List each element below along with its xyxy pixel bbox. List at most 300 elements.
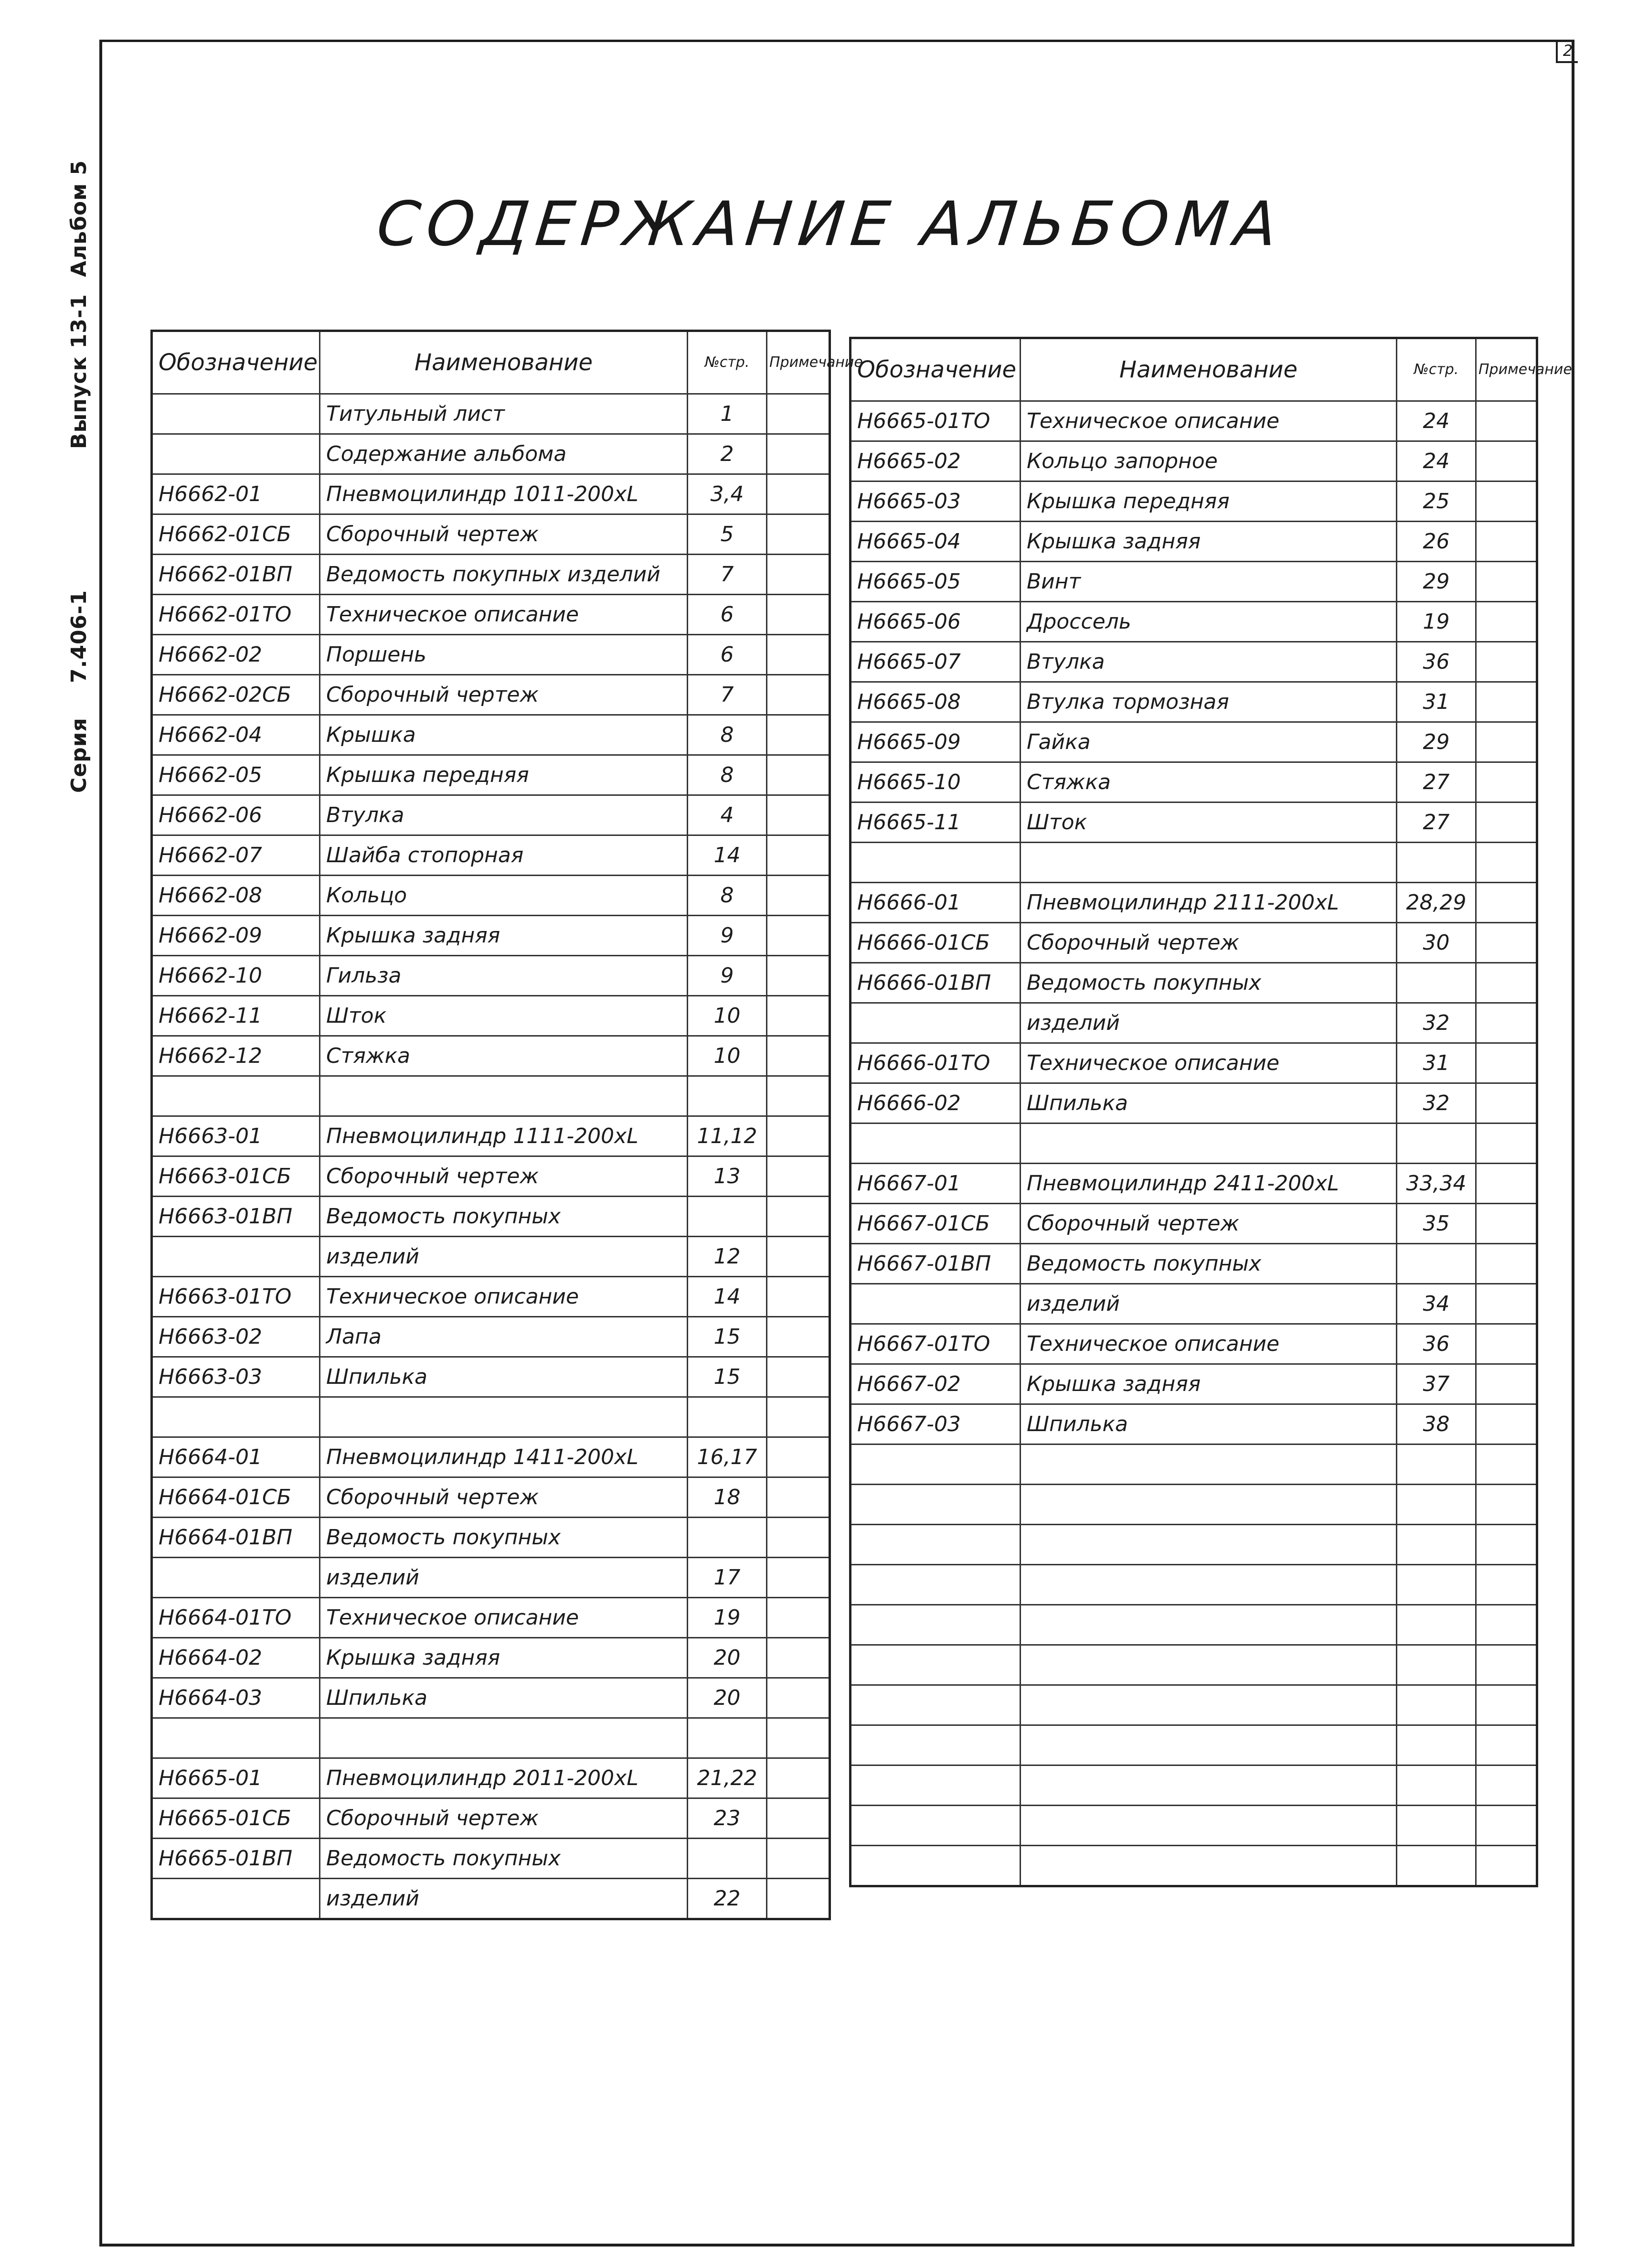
table-row xyxy=(851,722,1537,762)
row-designation: Н6667-02 xyxy=(851,1364,1021,1404)
row-name: Ведомость покупных xyxy=(320,1518,688,1558)
table-body-right xyxy=(851,401,1537,1886)
row-designation: Н6662-01ВП xyxy=(152,555,320,595)
row-name: Пневмоцилиндр 1411-200хL xyxy=(320,1437,688,1477)
row-name xyxy=(1021,1485,1397,1525)
row-note xyxy=(1476,1725,1537,1765)
row-page: 26 xyxy=(1397,522,1476,562)
row-designation xyxy=(851,1725,1021,1765)
table-row xyxy=(152,876,830,916)
row-designation xyxy=(152,1558,320,1598)
row-page: 3,4 xyxy=(688,474,767,514)
row-name: Пневмоцилиндр 2111-200хL xyxy=(1021,883,1397,923)
table-row xyxy=(851,682,1537,722)
row-name: Сборочный чертеж xyxy=(320,1798,688,1839)
row-name xyxy=(1021,1725,1397,1765)
row-designation xyxy=(851,1003,1021,1043)
table-row xyxy=(851,802,1537,843)
table-row xyxy=(851,1685,1537,1725)
row-note xyxy=(1476,441,1537,481)
row-designation: Н6662-12 xyxy=(152,1036,320,1076)
row-note xyxy=(1476,481,1537,522)
row-note xyxy=(767,1317,830,1357)
row-note xyxy=(1476,1605,1537,1645)
table-row xyxy=(152,635,830,675)
row-page xyxy=(688,1197,767,1237)
row-note xyxy=(767,1879,830,1919)
row-note xyxy=(767,394,830,434)
row-name: Шпилька xyxy=(1021,1404,1397,1444)
table-row xyxy=(152,916,830,956)
row-designation: Н6665-01ТО xyxy=(851,401,1021,441)
table-row xyxy=(152,1036,830,1076)
table-row xyxy=(152,514,830,555)
table-row xyxy=(851,1204,1537,1244)
table-row xyxy=(851,923,1537,963)
row-name xyxy=(1021,1565,1397,1605)
row-designation: Н6662-07 xyxy=(152,835,320,876)
row-page: 6 xyxy=(688,595,767,635)
table-row xyxy=(152,1076,830,1116)
row-designation: Н6662-02СБ xyxy=(152,675,320,715)
row-page: 10 xyxy=(688,996,767,1036)
row-name: Шпилька xyxy=(320,1357,688,1397)
table-row xyxy=(152,1638,830,1678)
row-designation: Н6665-08 xyxy=(851,682,1021,722)
table-row xyxy=(851,562,1537,602)
row-page: 12 xyxy=(688,1237,767,1277)
row-name: изделий xyxy=(320,1237,688,1277)
row-designation: Н6662-11 xyxy=(152,996,320,1036)
table-row xyxy=(851,1284,1537,1324)
row-name xyxy=(1021,1685,1397,1725)
row-name xyxy=(1021,1645,1397,1685)
table-row xyxy=(152,1798,830,1839)
row-designation xyxy=(851,1565,1021,1605)
row-page: 23 xyxy=(688,1798,767,1839)
row-designation: Н6662-01ТО xyxy=(152,595,320,635)
table-row xyxy=(851,642,1537,682)
sheet-number: 2 xyxy=(1556,41,1578,63)
row-name: Ведомость покупных xyxy=(320,1839,688,1879)
row-note xyxy=(767,474,830,514)
table-row xyxy=(851,481,1537,522)
row-page: 14 xyxy=(688,1277,767,1317)
row-designation xyxy=(152,1879,320,1919)
row-note xyxy=(767,1798,830,1839)
header-note: Примечание xyxy=(1476,338,1537,401)
row-designation xyxy=(851,1525,1021,1565)
row-name: Стяжка xyxy=(320,1036,688,1076)
row-page: 19 xyxy=(688,1598,767,1638)
row-page: 33,34 xyxy=(1397,1164,1476,1204)
row-note xyxy=(767,795,830,835)
row-page: 7 xyxy=(688,555,767,595)
row-page: 24 xyxy=(1397,401,1476,441)
table-row xyxy=(152,1317,830,1357)
row-page: 1 xyxy=(688,394,767,434)
table-row xyxy=(851,1725,1537,1765)
row-name: Сборочный чертеж xyxy=(320,675,688,715)
row-page: 10 xyxy=(688,1036,767,1076)
row-note xyxy=(1476,1123,1537,1164)
table-row xyxy=(152,1277,830,1317)
table-row xyxy=(152,675,830,715)
row-designation: Н6667-01ВП xyxy=(851,1244,1021,1284)
row-note xyxy=(767,1116,830,1156)
row-note xyxy=(767,1076,830,1116)
row-page: 37 xyxy=(1397,1364,1476,1404)
row-page: 16,17 xyxy=(688,1437,767,1477)
row-name: Шайба стопорная xyxy=(320,835,688,876)
table-row xyxy=(152,1197,830,1237)
row-designation: Н6663-01ТО xyxy=(152,1277,320,1317)
row-name: Винт xyxy=(1021,562,1397,602)
table-row xyxy=(851,1083,1537,1123)
row-designation xyxy=(851,1846,1021,1886)
row-page: 6 xyxy=(688,635,767,675)
row-name: Втулка xyxy=(320,795,688,835)
row-note xyxy=(767,916,830,956)
row-page xyxy=(1397,843,1476,883)
row-designation: Н6665-07 xyxy=(851,642,1021,682)
table-row xyxy=(152,1357,830,1397)
row-designation: Н6665-01СБ xyxy=(152,1798,320,1839)
row-note xyxy=(1476,562,1537,602)
row-name: Шток xyxy=(1021,802,1397,843)
row-designation xyxy=(152,1397,320,1437)
table-row xyxy=(851,1846,1537,1886)
table-row xyxy=(851,1404,1537,1444)
table-row xyxy=(851,1485,1537,1525)
row-note xyxy=(767,835,830,876)
row-note xyxy=(1476,1685,1537,1725)
row-note xyxy=(767,996,830,1036)
row-page: 22 xyxy=(688,1879,767,1919)
series-number: 7.406-1 xyxy=(67,589,91,683)
row-page: 32 xyxy=(1397,1083,1476,1123)
header-name: Наименование xyxy=(1021,338,1397,401)
row-designation: Н6664-01ТО xyxy=(152,1598,320,1638)
row-designation: Н6662-04 xyxy=(152,715,320,755)
row-page: 27 xyxy=(1397,802,1476,843)
row-note xyxy=(1476,1404,1537,1444)
row-designation: Н6662-09 xyxy=(152,916,320,956)
row-name: Сборочный чертеж xyxy=(320,514,688,555)
row-designation: Н6665-05 xyxy=(851,562,1021,602)
row-note xyxy=(767,434,830,474)
row-page xyxy=(1397,1444,1476,1485)
row-page: 18 xyxy=(688,1477,767,1518)
row-page: 35 xyxy=(1397,1204,1476,1244)
row-page: 19 xyxy=(1397,602,1476,642)
row-name xyxy=(1021,1444,1397,1485)
table-row xyxy=(152,1477,830,1518)
row-designation xyxy=(851,1123,1021,1164)
table-row xyxy=(152,1758,830,1798)
row-designation: Н6662-08 xyxy=(152,876,320,916)
table-row xyxy=(152,835,830,876)
row-page xyxy=(688,1397,767,1437)
row-page: 29 xyxy=(1397,722,1476,762)
table-row xyxy=(152,595,830,635)
row-page xyxy=(1397,1685,1476,1725)
table-row xyxy=(152,1678,830,1718)
row-name: Поршень xyxy=(320,635,688,675)
row-page: 11,12 xyxy=(688,1116,767,1156)
table-row xyxy=(152,1879,830,1919)
row-note xyxy=(1476,1043,1537,1083)
row-designation: Н6665-01 xyxy=(152,1758,320,1798)
row-designation: Н6664-01СБ xyxy=(152,1477,320,1518)
row-note xyxy=(767,1518,830,1558)
row-name: Дроссель xyxy=(1021,602,1397,642)
row-name xyxy=(1021,1123,1397,1164)
row-note xyxy=(1476,1083,1537,1123)
row-page: 7 xyxy=(688,675,767,715)
row-note xyxy=(767,1678,830,1718)
header-page: №стр. xyxy=(688,331,767,394)
row-note xyxy=(1476,1806,1537,1846)
row-note xyxy=(767,755,830,795)
row-page: 36 xyxy=(1397,1324,1476,1364)
row-note xyxy=(1476,682,1537,722)
row-designation xyxy=(152,434,320,474)
row-name: Шток xyxy=(320,996,688,1036)
table-row xyxy=(851,1645,1537,1685)
row-designation: Н6667-01ТО xyxy=(851,1324,1021,1364)
row-designation: Н6664-03 xyxy=(152,1678,320,1718)
row-name xyxy=(1021,1806,1397,1846)
table-row xyxy=(152,1116,830,1156)
row-page: 27 xyxy=(1397,762,1476,802)
row-designation xyxy=(851,1765,1021,1806)
table-row xyxy=(851,883,1537,923)
row-name: Кольцо xyxy=(320,876,688,916)
row-designation xyxy=(851,1284,1021,1324)
row-name: Ведомость покупных изделий xyxy=(320,555,688,595)
row-page xyxy=(1397,1765,1476,1806)
table-row xyxy=(152,1237,830,1277)
row-designation: Н6667-01 xyxy=(851,1164,1021,1204)
row-designation: Н6665-03 xyxy=(851,481,1021,522)
row-note xyxy=(767,595,830,635)
row-page: 21,22 xyxy=(688,1758,767,1798)
row-designation: Н6663-01СБ xyxy=(152,1156,320,1197)
row-name: изделий xyxy=(1021,1003,1397,1043)
table-row xyxy=(152,795,830,835)
row-designation: Н6663-01ВП xyxy=(152,1197,320,1237)
row-page: 13 xyxy=(688,1156,767,1197)
row-designation: Н6662-06 xyxy=(152,795,320,835)
row-note xyxy=(767,1758,830,1798)
row-note xyxy=(767,514,830,555)
table-row xyxy=(851,1164,1537,1204)
row-designation: Н6665-11 xyxy=(851,802,1021,843)
row-designation: Н6663-02 xyxy=(152,1317,320,1357)
row-name: Техническое описание xyxy=(1021,401,1397,441)
row-designation xyxy=(851,1806,1021,1846)
row-note xyxy=(1476,1164,1537,1204)
row-name: Техническое описание xyxy=(1021,1043,1397,1083)
row-name xyxy=(320,1718,688,1758)
row-name: Гильза xyxy=(320,956,688,996)
row-name xyxy=(320,1076,688,1116)
row-note xyxy=(1476,963,1537,1003)
header-designation: Обозначение xyxy=(152,331,320,394)
header-designation: Обозначение xyxy=(851,338,1021,401)
table-row xyxy=(851,1806,1537,1846)
table-row xyxy=(851,1003,1537,1043)
row-name: Лапа xyxy=(320,1317,688,1357)
row-page: 25 xyxy=(1397,481,1476,522)
table-row xyxy=(152,555,830,595)
row-name xyxy=(320,1397,688,1437)
row-designation: Н6663-01 xyxy=(152,1116,320,1156)
row-page xyxy=(688,1839,767,1879)
series-label: Серия xyxy=(67,717,91,793)
row-note xyxy=(1476,1244,1537,1284)
table-row xyxy=(851,1605,1537,1645)
row-page xyxy=(1397,1846,1476,1886)
row-page xyxy=(688,1718,767,1758)
row-name: Сборочный чертеж xyxy=(320,1477,688,1518)
row-name: Шпилька xyxy=(320,1678,688,1718)
row-name xyxy=(1021,1525,1397,1565)
row-note xyxy=(1476,1003,1537,1043)
row-page: 20 xyxy=(688,1678,767,1718)
row-designation: Н6666-01 xyxy=(851,883,1021,923)
table-row xyxy=(851,963,1537,1003)
row-note xyxy=(1476,843,1537,883)
row-name: Ведомость покупных xyxy=(1021,963,1397,1003)
row-designation: Н6664-02 xyxy=(152,1638,320,1678)
table-row xyxy=(851,1525,1537,1565)
row-name: Сборочный чертеж xyxy=(1021,923,1397,963)
row-name: Содержание альбома xyxy=(320,434,688,474)
row-note xyxy=(1476,602,1537,642)
row-name: Шпилька xyxy=(1021,1083,1397,1123)
row-designation: Н6666-01ВП xyxy=(851,963,1021,1003)
row-page xyxy=(688,1076,767,1116)
row-name: Сборочный чертеж xyxy=(320,1156,688,1197)
row-name: Техническое описание xyxy=(320,1277,688,1317)
row-name: Крышка задняя xyxy=(320,916,688,956)
row-page xyxy=(1397,1725,1476,1765)
row-page: 28,29 xyxy=(1397,883,1476,923)
row-name: Пневмоцилиндр 2011-200хL xyxy=(320,1758,688,1798)
issue-label: Выпуск 13-1 xyxy=(67,294,91,449)
row-note xyxy=(1476,1444,1537,1485)
row-note xyxy=(1476,1284,1537,1324)
row-name: Крышка задняя xyxy=(320,1638,688,1678)
row-note xyxy=(1476,1525,1537,1565)
row-page xyxy=(688,1518,767,1558)
table-row xyxy=(851,602,1537,642)
row-page: 34 xyxy=(1397,1284,1476,1324)
contents-table-right xyxy=(849,337,1572,1887)
row-name: Крышка передняя xyxy=(1021,481,1397,522)
header-page: №стр. xyxy=(1397,338,1476,401)
row-note xyxy=(1476,923,1537,963)
table-row xyxy=(152,956,830,996)
row-page xyxy=(1397,1244,1476,1284)
row-designation: Н6667-03 xyxy=(851,1404,1021,1444)
row-name: изделий xyxy=(320,1879,688,1919)
row-page: 8 xyxy=(688,755,767,795)
table-body-left xyxy=(152,394,830,1919)
table-row xyxy=(152,434,830,474)
row-page: 17 xyxy=(688,1558,767,1598)
row-page: 31 xyxy=(1397,682,1476,722)
row-page: 2 xyxy=(688,434,767,474)
table-row xyxy=(152,1558,830,1598)
row-page: 9 xyxy=(688,916,767,956)
row-page: 8 xyxy=(688,715,767,755)
table-row xyxy=(152,1156,830,1197)
row-note xyxy=(767,1036,830,1076)
row-page: 8 xyxy=(688,876,767,916)
row-page xyxy=(1397,1565,1476,1605)
row-page: 31 xyxy=(1397,1043,1476,1083)
table-row xyxy=(152,1839,830,1879)
row-name xyxy=(1021,1765,1397,1806)
table-header-row xyxy=(152,331,830,394)
table-row xyxy=(851,401,1537,441)
row-note xyxy=(767,1237,830,1277)
row-note xyxy=(1476,401,1537,441)
table-row xyxy=(152,715,830,755)
table-row xyxy=(851,1043,1537,1083)
table-row xyxy=(152,1718,830,1758)
row-designation: Н6663-03 xyxy=(152,1357,320,1397)
row-note xyxy=(1476,1324,1537,1364)
row-page: 4 xyxy=(688,795,767,835)
table-row xyxy=(851,1364,1537,1404)
table-row xyxy=(851,843,1537,883)
row-note xyxy=(1476,1765,1537,1806)
table-row xyxy=(851,522,1537,562)
row-note xyxy=(1476,1204,1537,1244)
row-page xyxy=(1397,1485,1476,1525)
row-designation: Н6664-01 xyxy=(152,1437,320,1477)
table-header-row xyxy=(851,338,1537,401)
row-designation xyxy=(152,1076,320,1116)
table-row xyxy=(152,394,830,434)
row-designation: Н6667-01СБ xyxy=(851,1204,1021,1244)
row-note xyxy=(767,1397,830,1437)
row-note xyxy=(767,635,830,675)
row-page: 36 xyxy=(1397,642,1476,682)
row-note xyxy=(767,1558,830,1598)
row-name: Техническое описание xyxy=(1021,1324,1397,1364)
row-name xyxy=(1021,1605,1397,1645)
table-row xyxy=(152,755,830,795)
row-name: изделий xyxy=(320,1558,688,1598)
row-page: 38 xyxy=(1397,1404,1476,1444)
row-designation xyxy=(851,1444,1021,1485)
row-name: Крышка задняя xyxy=(1021,1364,1397,1404)
row-designation: Н6665-04 xyxy=(851,522,1021,562)
album-label: Альбом 5 xyxy=(67,160,91,277)
row-note xyxy=(767,715,830,755)
row-page xyxy=(1397,1645,1476,1685)
row-note xyxy=(767,1357,830,1397)
row-note xyxy=(1476,1364,1537,1404)
row-name: изделий xyxy=(1021,1284,1397,1324)
row-designation xyxy=(152,1237,320,1277)
table-row xyxy=(851,1765,1537,1806)
